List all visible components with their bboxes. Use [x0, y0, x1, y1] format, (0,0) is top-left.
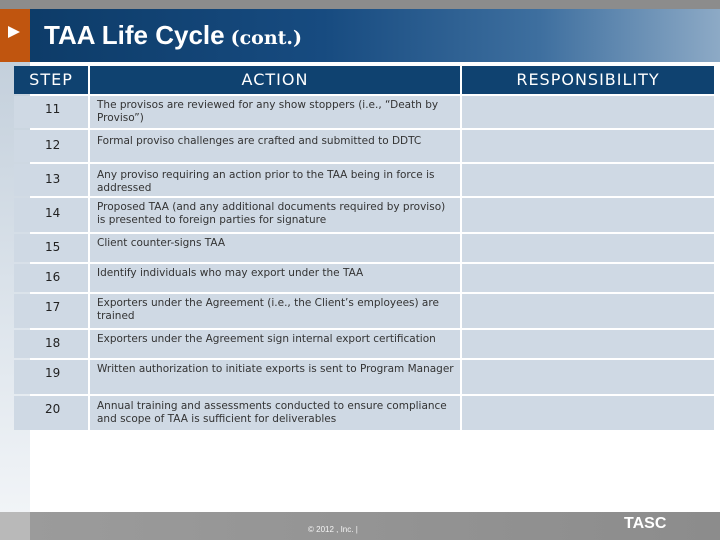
- step-cell: [14, 330, 88, 358]
- responsibility-cell: [462, 360, 714, 394]
- table-body: [14, 96, 714, 430]
- action-text: Formal proviso challenges are crafted and submitted to DDTC: [97, 135, 422, 147]
- responsibility-cell: [462, 130, 714, 162]
- table-row: [14, 130, 714, 162]
- action-cell: [90, 330, 460, 358]
- action-cell: [90, 198, 460, 232]
- step-cell: [14, 264, 88, 292]
- action-cell: [90, 294, 460, 328]
- step-number: 17: [45, 300, 61, 314]
- step-number: 16: [45, 270, 61, 284]
- table-row: [14, 330, 714, 358]
- action-text: The provisos are reviewed for any show stoppers (i.e., “Death by Proviso”): [97, 99, 439, 124]
- step-cell: [14, 294, 88, 328]
- table-row: [14, 234, 714, 262]
- column-header-action: ACTION: [90, 66, 460, 94]
- action-text: Exporters under the Agreement sign internal export certification: [97, 333, 436, 345]
- action-cell: [90, 96, 460, 128]
- step-cell: [14, 130, 88, 162]
- responsibility-cell: [462, 396, 714, 430]
- action-cell: [90, 130, 460, 162]
- top-strip: [0, 0, 720, 9]
- action-cell: [90, 234, 460, 262]
- responsibility-cell: [462, 234, 714, 262]
- action-cell: [90, 360, 460, 394]
- copyright-text: © 2012 , Inc. |: [308, 525, 358, 534]
- action-text: Annual training and assessments conducted to ensure compliance and scope of TAA is sufficient for deliverables: [97, 400, 447, 425]
- life-cycle-table: [14, 66, 714, 430]
- title-subtitle: (cont.): [230, 27, 303, 49]
- action-cell: [90, 264, 460, 292]
- step-cell: [14, 234, 88, 262]
- responsibility-cell: [462, 164, 714, 196]
- action-cell: [90, 164, 460, 196]
- footer-bar: [30, 512, 720, 540]
- step-number: 11: [45, 102, 61, 116]
- table-header-row: [14, 66, 714, 94]
- play-arrow-icon: [8, 26, 20, 38]
- action-text: Proposed TAA (and any additional documents required by proviso) is presented to foreign parties for signature: [97, 201, 446, 226]
- column-header-responsibility: RESPONSIBILITY: [462, 66, 714, 94]
- responsibility-cell: [462, 330, 714, 358]
- action-text: Client counter-signs TAA: [97, 237, 226, 249]
- table-row: [14, 264, 714, 292]
- step-number: 14: [45, 206, 61, 220]
- action-cell: [90, 396, 460, 430]
- step-number: 12: [45, 138, 61, 152]
- table-row: [14, 396, 714, 430]
- responsibility-cell: [462, 294, 714, 328]
- table-row: [14, 294, 714, 328]
- step-cell: [14, 360, 88, 394]
- action-text: Any proviso requiring an action prior to the TAA being in force is addressed: [97, 169, 435, 194]
- logo-triangle-icon: [633, 497, 645, 512]
- slide-title: [44, 20, 302, 51]
- step-cell: [14, 96, 88, 128]
- responsibility-cell: [462, 96, 714, 128]
- step-number: 18: [45, 336, 61, 350]
- action-text: Identify individuals who may export under the TAA: [97, 267, 364, 279]
- company-logo: TASC: [624, 515, 667, 532]
- table-row: [14, 360, 714, 394]
- step-number: 19: [45, 366, 61, 380]
- title-text: TAA Life Cycle: [44, 20, 225, 50]
- table-row: [14, 198, 714, 232]
- action-text: Exporters under the Agreement (i.e., the Client’s employees) are trained: [97, 297, 439, 322]
- step-number: 20: [45, 402, 61, 416]
- table-row: [14, 96, 714, 128]
- step-cell: [14, 396, 88, 430]
- responsibility-cell: [462, 198, 714, 232]
- action-text: Written authorization to initiate exports is sent to Program Manager: [97, 363, 454, 375]
- footer-left-block: [0, 512, 30, 540]
- column-header-step: STEP: [14, 66, 88, 94]
- table-row: [14, 164, 714, 196]
- step-cell: [14, 164, 88, 196]
- step-number: 13: [45, 172, 61, 186]
- step-number: 15: [45, 240, 61, 254]
- step-cell: [14, 198, 88, 232]
- responsibility-cell: [462, 264, 714, 292]
